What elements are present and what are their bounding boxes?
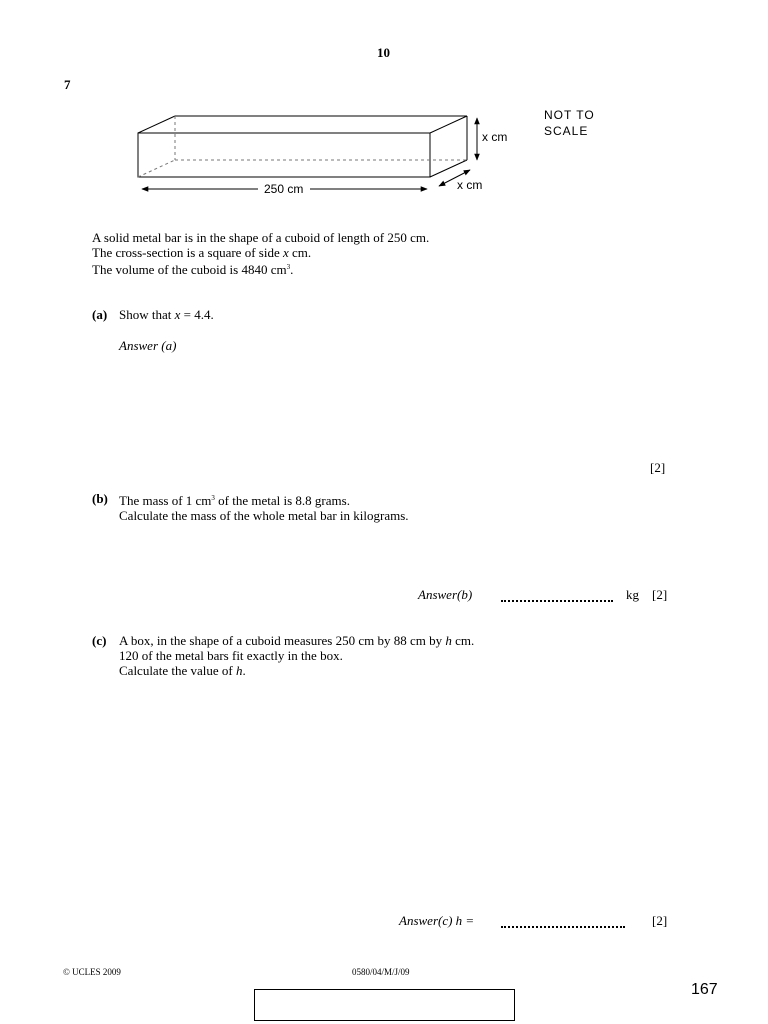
length-label: 250 cm (264, 182, 304, 196)
part-c-text: A box, in the shape of a cuboid measures 250 cm by 88 cm by h cm. 120 of the metal bars fit exactly in the box. Calculate the value of h. (119, 633, 475, 678)
part-c-label: (c) (92, 633, 107, 648)
footer-box (254, 989, 515, 1021)
part-a-label: (a) (92, 307, 108, 322)
page-reference: 167 (691, 981, 718, 998)
part-a-text: Show that x = 4.4. (119, 307, 214, 322)
cuboid-shape (138, 116, 467, 177)
part-a-marks: [2] (650, 460, 666, 475)
part-c-answer-line[interactable] (501, 926, 625, 928)
question-number: 7 (64, 77, 71, 92)
part-c-marks: [2] (652, 913, 668, 928)
part-b-unit: kg (626, 587, 639, 602)
footer-copyright: © UCLES 2009 (63, 967, 121, 977)
part-b-answer-line[interactable] (501, 600, 613, 602)
height-label: x cm (482, 130, 508, 144)
question-intro: A solid metal bar is in the shape of a cuboid of length of 250 cm. The cross-section is a square of side x cm. The volume of the cuboid is 4840 $cm^3$. (92, 230, 430, 277)
page-number: 10 (377, 45, 390, 60)
part-b-label: (b) (92, 491, 108, 506)
footer-code: 0580/04/M/J/09 (352, 967, 410, 977)
depth-label: x cm (457, 178, 483, 192)
part-b-answer-label: Answer(b) (418, 587, 473, 602)
part-a-answer-label: Answer (a) (119, 338, 177, 353)
part-b-text: The mass of 1 $cm^3$ of the metal is 8.8 grams. Calculate the mass of the whole metal bar in kilograms. (119, 493, 409, 523)
part-c-answer-label: Answer(c) h = (399, 913, 475, 928)
not-to-scale-note: NOT TO SCALE (544, 108, 595, 138)
cuboid-diagram (0, 0, 768, 210)
part-b-marks: [2] (652, 587, 668, 602)
